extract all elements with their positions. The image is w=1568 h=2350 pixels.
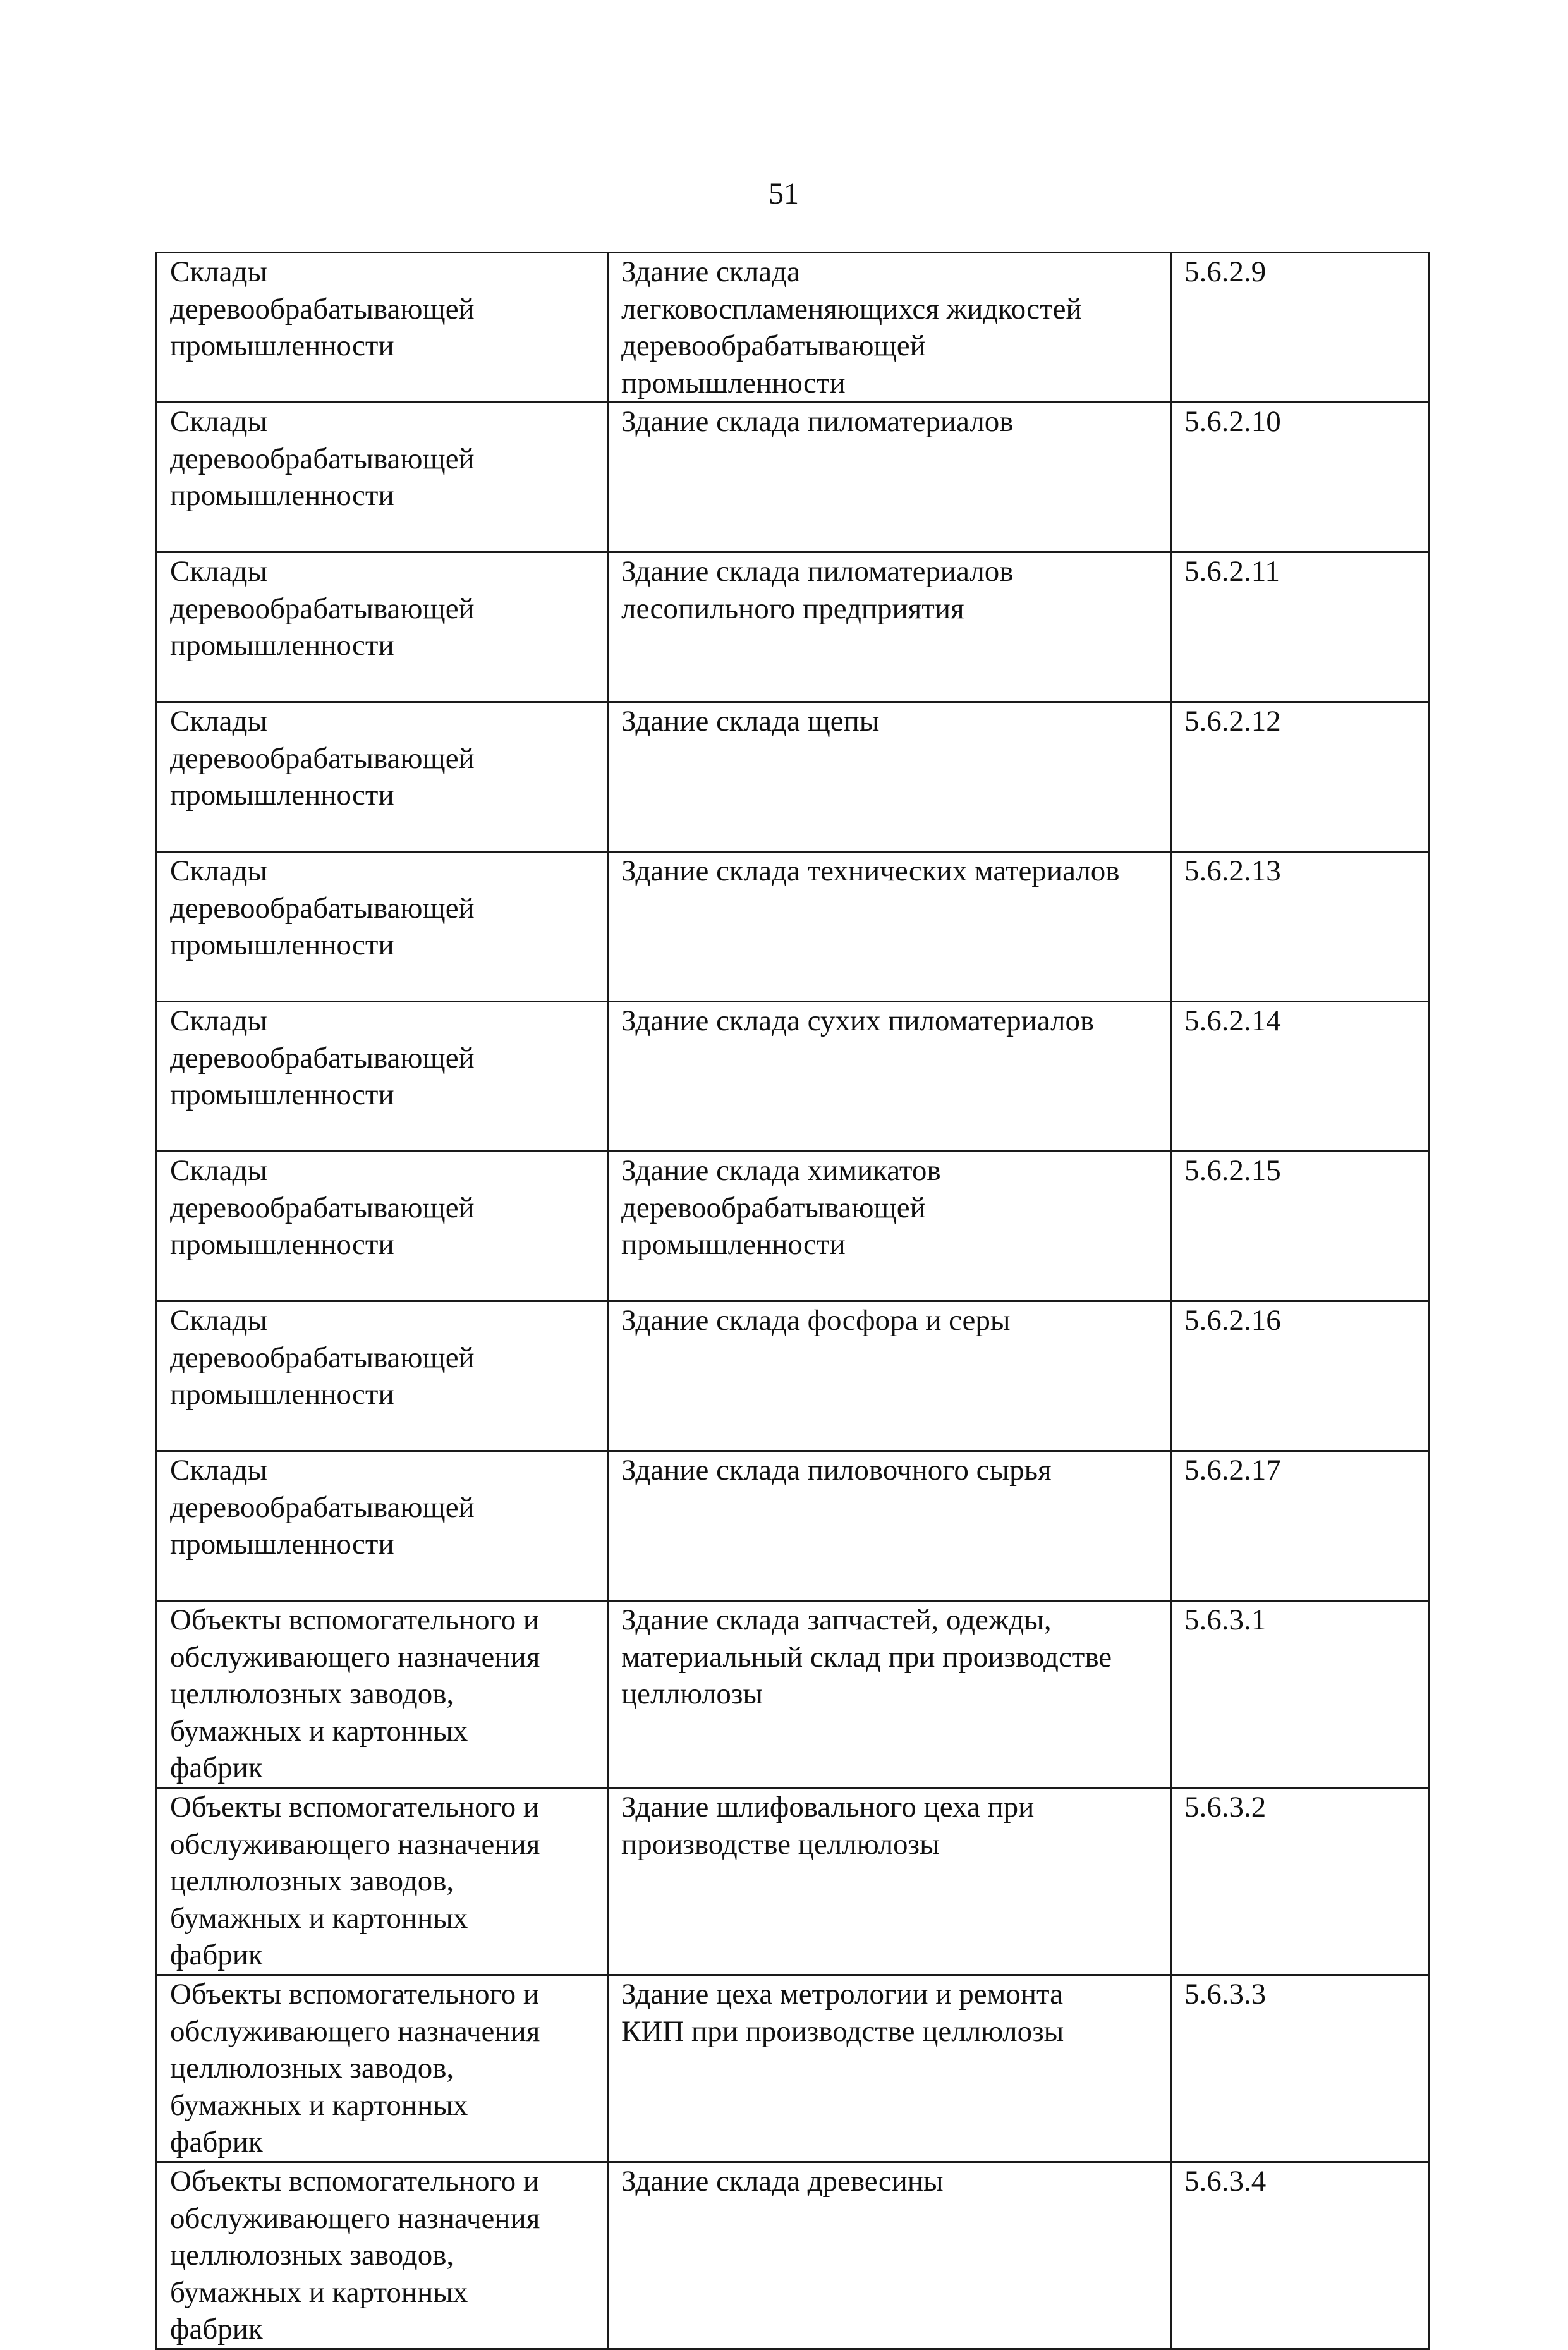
building-cell: Здание склада пиломатериалов лесопильного предприятия xyxy=(608,552,1171,702)
code-cell: 5.6.2.9 xyxy=(1171,253,1430,403)
code-cell: 5.6.2.16 xyxy=(1171,1301,1430,1451)
code-cell: 5.6.3.3 xyxy=(1171,1975,1430,2162)
building-cell: Здание склада древесины xyxy=(608,2162,1171,2349)
category-cell: Склады деревообрабатывающей промышленности xyxy=(157,403,608,552)
building-cell: Здание склада фосфора и серы xyxy=(608,1301,1171,1451)
category-cell: Склады деревообрабатывающей промышленности xyxy=(157,1002,608,1152)
category-cell: Объекты вспомогательного и обслуживающего назначения целлюлозных заводов, бумажных и картонных фабрик xyxy=(157,1601,608,1788)
building-classification-table xyxy=(155,252,1430,2350)
code-cell: 5.6.2.14 xyxy=(1171,1002,1430,1152)
building-cell: Здание склада легковоспламеняющихся жидкостей деревообрабатывающей промышленности xyxy=(608,253,1171,403)
category-cell: Объекты вспомогательного и обслуживающего назначения целлюлозных заводов, бумажных и картонных фабрик xyxy=(157,1975,608,2162)
table-row xyxy=(157,2162,1430,2349)
building-cell: Здание цеха метрологии и ремонта КИП при производстве целлюлозы xyxy=(608,1975,1171,2162)
building-cell: Здание шлифовального цеха при производстве целлюлозы xyxy=(608,1788,1171,1975)
category-cell: Склады деревообрабатывающей промышленности xyxy=(157,552,608,702)
building-cell: Здание склада химикатов деревообрабатывающей промышленности xyxy=(608,1152,1171,1301)
building-cell: Здание склада пиловочного сырья xyxy=(608,1451,1171,1601)
table-row xyxy=(157,1451,1430,1601)
table-row xyxy=(157,702,1430,852)
code-cell: 5.6.2.10 xyxy=(1171,403,1430,552)
category-cell: Объекты вспомогательного и обслуживающего назначения целлюлозных заводов, бумажных и картонных фабрик xyxy=(157,2162,608,2349)
category-cell: Объекты вспомогательного и обслуживающего назначения целлюлозных заводов, бумажных и картонных фабрик xyxy=(157,1788,608,1975)
code-cell: 5.6.2.15 xyxy=(1171,1152,1430,1301)
code-cell: 5.6.3.4 xyxy=(1171,2162,1430,2349)
building-cell: Здание склада сухих пиломатериалов xyxy=(608,1002,1171,1152)
category-cell: Склады деревообрабатывающей промышленности xyxy=(157,852,608,1002)
table-row xyxy=(157,1301,1430,1451)
table-row xyxy=(157,1975,1430,2162)
table-row xyxy=(157,1002,1430,1152)
code-cell: 5.6.3.1 xyxy=(1171,1601,1430,1788)
table-row xyxy=(157,552,1430,702)
table-row xyxy=(157,1788,1430,1975)
category-cell: Склады деревообрабатывающей промышленности xyxy=(157,702,608,852)
category-cell: Склады деревообрабатывающей промышленности xyxy=(157,1152,608,1301)
building-cell: Здание склада запчастей, одежды, материальный склад при производстве целлюлозы xyxy=(608,1601,1171,1788)
category-cell: Склады деревообрабатывающей промышленности xyxy=(157,253,608,403)
code-cell: 5.6.3.2 xyxy=(1171,1788,1430,1975)
code-cell: 5.6.2.11 xyxy=(1171,552,1430,702)
table-row xyxy=(157,852,1430,1002)
page-number: 51 xyxy=(769,177,799,210)
building-cell: Здание склада щепы xyxy=(608,702,1171,852)
table-row xyxy=(157,253,1430,403)
building-cell: Здание склада технических материалов xyxy=(608,852,1171,1002)
table-row xyxy=(157,1152,1430,1301)
table-row xyxy=(157,1601,1430,1788)
category-cell: Склады деревообрабатывающей промышленности xyxy=(157,1301,608,1451)
code-cell: 5.6.2.13 xyxy=(1171,852,1430,1002)
building-cell: Здание склада пиломатериалов xyxy=(608,403,1171,552)
code-cell: 5.6.2.12 xyxy=(1171,702,1430,852)
table-row xyxy=(157,403,1430,552)
code-cell: 5.6.2.17 xyxy=(1171,1451,1430,1601)
category-cell: Склады деревообрабатывающей промышленности xyxy=(157,1451,608,1601)
